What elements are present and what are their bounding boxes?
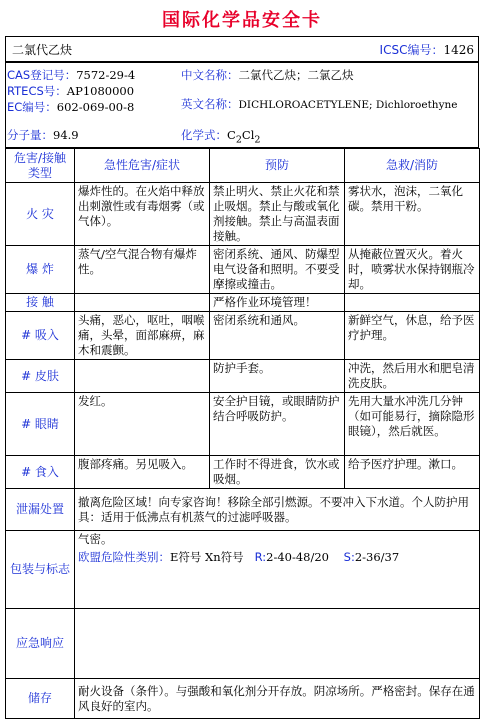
rtecs-field: RTECS号：AP1080000 bbox=[7, 84, 135, 98]
package-eu-line: 欧盟危险性类别：E符号 Xn符号 R:2-40-48/20 S:2-36/37 bbox=[78, 550, 400, 564]
molecular-weight-field: 分子量：94.9 bbox=[7, 128, 79, 142]
fire-firstaid: 雾状水，泡沫，二氧化碳。禁用干粉。 bbox=[345, 183, 480, 246]
row-label-inhale: # 吸入 bbox=[6, 312, 75, 360]
ingest-symptom: 腹部疼痛。另见吸入。 bbox=[75, 456, 210, 489]
chemical-name: 二氯代乙炔 bbox=[12, 43, 73, 57]
row-label-explosion: 爆 炸 bbox=[6, 246, 75, 294]
ingest-prevention: 工作时不得进食，饮水或吸烟。 bbox=[210, 456, 345, 489]
formula-field: 化学式：$C_2Cl_2$ bbox=[181, 128, 261, 146]
ec-field: EC编号：602-069-00-8 bbox=[7, 100, 135, 114]
row-label-emergency: 应急响应 bbox=[6, 609, 75, 679]
package-line1: 气密。 bbox=[78, 532, 113, 546]
row-label-storage: 储存 bbox=[6, 679, 75, 719]
table-row-leak bbox=[6, 489, 480, 531]
storage-text: 耐火设备（条件）。与强酸和氧化剂分开存放。阴凉场所。严格密封。保存在通风良好的室内。 bbox=[75, 679, 480, 719]
row-label-leak: 泄漏处置 bbox=[6, 489, 75, 531]
cas-field: CAS登记号：7572-29-4 bbox=[7, 68, 136, 82]
table-row-eyes bbox=[6, 393, 480, 456]
identifier-block bbox=[5, 62, 479, 148]
hazard-table bbox=[5, 148, 480, 719]
icsc-number: ICSC编号：1426 bbox=[379, 43, 474, 57]
table-row-fire bbox=[6, 183, 480, 246]
table-row-storage bbox=[6, 679, 480, 719]
table-row-ingest bbox=[6, 456, 480, 489]
row-label-eyes: # 眼睛 bbox=[6, 393, 75, 456]
row-label-package: 包装与标志 bbox=[6, 531, 75, 609]
row-label-contact: 接 触 bbox=[6, 294, 75, 312]
skin-firstaid: 冲洗，然后用水和肥皂清洗皮肤。 bbox=[345, 360, 480, 393]
inhale-symptom: 头痛，恶心，呕吐，咽喉痛，头晕，面部麻痹，麻木和震颤。 bbox=[75, 312, 210, 360]
table-row-skin bbox=[6, 360, 480, 393]
contact-firstaid bbox=[345, 294, 480, 312]
header-firstaid: 急救/消防 bbox=[345, 149, 480, 183]
fire-symptom: 爆炸性的。在火焰中释放出刺激性或有毒烟雾（或气体）。 bbox=[75, 183, 210, 246]
emergency-text bbox=[75, 609, 480, 679]
table-row-emergency bbox=[6, 609, 480, 679]
english-name-field: 英文名称：DICHLOROACETYLENE; Dichloroethyne bbox=[181, 97, 458, 111]
eyes-prevention: 安全护目镜，或眼睛防护结合呼吸防护。 bbox=[210, 393, 345, 456]
contact-prevention: 严格作业环境管理！ bbox=[210, 294, 345, 312]
inhale-prevention: 密闭系统和通风。 bbox=[210, 312, 345, 360]
header-type: 危害/接触类型 bbox=[6, 149, 75, 183]
skin-prevention: 防护手套。 bbox=[210, 360, 345, 393]
header-symptom: 急性危害/症状 bbox=[75, 149, 210, 183]
table-row-package bbox=[6, 531, 480, 609]
chinese-name-field: 中文名称：二氯代乙炔；二氯乙炔 bbox=[181, 68, 354, 82]
ingest-firstaid: 给予医疗护理。漱口。 bbox=[345, 456, 480, 489]
row-label-ingest: # 食入 bbox=[6, 456, 75, 489]
package-cell bbox=[75, 531, 480, 609]
chemical-name-bar bbox=[5, 36, 479, 62]
explosion-symptom: 蒸气/空气混合物有爆炸性。 bbox=[75, 246, 210, 294]
eyes-symptom: 发红。 bbox=[75, 393, 210, 456]
row-label-skin: # 皮肤 bbox=[6, 360, 75, 393]
table-row-explosion bbox=[6, 246, 480, 294]
inhale-firstaid: 新鲜空气，休息，给予医疗护理。 bbox=[345, 312, 480, 360]
skin-symptom bbox=[75, 360, 210, 393]
eyes-firstaid: 先用大量水冲洗几分钟（如可能易行，摘除隐形眼镜），然后就医。 bbox=[345, 393, 480, 456]
table-header-row bbox=[6, 149, 480, 183]
fire-prevention: 禁止明火、禁止火花和禁止吸烟。禁止与酸或氧化剂接触。禁止与高温表面接触。 bbox=[210, 183, 345, 246]
row-label-fire: 火 灾 bbox=[6, 183, 75, 246]
table-row-inhale bbox=[6, 312, 480, 360]
contact-symptom bbox=[75, 294, 210, 312]
leak-text: 撤离危险区域！向专家咨询！移除全部引燃源。不要冲入下水道。个人防护用具：适用于低沸点有机蒸气的过滤呼吸器。 bbox=[75, 489, 480, 531]
table-row-contact bbox=[6, 294, 480, 312]
header-prevention: 预防 bbox=[210, 149, 345, 183]
card-title: 国际化学品安全卡 bbox=[162, 10, 322, 31]
explosion-prevention: 密闭系统、通风、防爆型电气设备和照明。不要受摩擦或撞击。 bbox=[210, 246, 345, 294]
explosion-firstaid: 从掩蔽位置灭火。着火时，喷雾状水保持钢瓶冷却。 bbox=[345, 246, 480, 294]
